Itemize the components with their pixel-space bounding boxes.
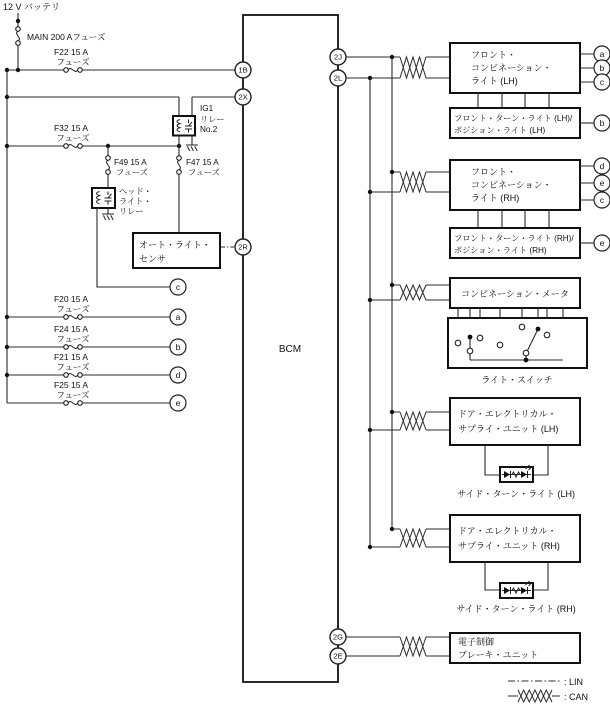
svg-text:c: c bbox=[599, 77, 605, 87]
fuse-f49-icon bbox=[106, 156, 111, 175]
legend-lin-label: : LIN bbox=[564, 677, 584, 687]
svg-text:No.2: No.2 bbox=[200, 125, 218, 134]
side-turn-light-lh-label: サイド・ターン・ライト (LH) bbox=[457, 489, 575, 499]
svg-text:2R: 2R bbox=[238, 242, 248, 252]
svg-text:フューズ: フューズ bbox=[56, 362, 90, 372]
door-electrical-supply-unit-lh bbox=[450, 398, 580, 475]
svg-text:サプライ・ユニット (RH): サプライ・ユニット (RH) bbox=[458, 541, 560, 551]
svg-text:2J: 2J bbox=[333, 52, 343, 62]
fuse-f32-icon bbox=[64, 144, 83, 149]
svg-text:フューズ: フューズ bbox=[56, 57, 90, 67]
svg-text:2L: 2L bbox=[333, 73, 343, 83]
battery-label: 12 V バッテリ bbox=[3, 2, 61, 12]
svg-text:d: d bbox=[175, 370, 181, 380]
svg-text:b: b bbox=[599, 63, 605, 73]
light-switch-label: ライト・スイッチ bbox=[481, 375, 553, 385]
svg-text:e: e bbox=[599, 178, 605, 188]
fuse-f21-label: F21 15 A bbox=[53, 352, 89, 362]
legend-can-twist-icon bbox=[518, 690, 552, 702]
main-fuse-label: MAIN 200 Aフューズ bbox=[27, 32, 106, 42]
svg-text:b: b bbox=[175, 342, 181, 352]
ref-circle-b-left bbox=[170, 339, 186, 355]
fuse-f47-icon bbox=[177, 156, 182, 175]
can-bus bbox=[346, 55, 450, 656]
svg-text:電子制御: 電子制御 bbox=[458, 637, 495, 647]
svg-text:フューズ: フューズ bbox=[56, 390, 90, 400]
combination-meter bbox=[450, 278, 580, 308]
svg-text:ブレーキ・ユニット: ブレーキ・ユニット bbox=[458, 650, 539, 660]
connector-2g bbox=[330, 629, 346, 645]
fuse-f24-label: F24 15 A bbox=[53, 324, 89, 334]
bcm-label: BCM bbox=[278, 344, 302, 355]
side-turn-light-lh bbox=[457, 465, 575, 499]
can-twist-icon bbox=[400, 285, 426, 300]
svg-text:2X: 2X bbox=[238, 92, 248, 102]
auto-light-sensor bbox=[133, 233, 235, 268]
fuse-f22-label: F22 15 A bbox=[53, 47, 89, 57]
svg-text:サプライ・ユニット (LH): サプライ・ユニット (LH) bbox=[458, 424, 559, 434]
svg-text:フロント・ターン・ライト (LH)/: フロント・ターン・ライト (LH)/ bbox=[454, 114, 573, 123]
bcm-module bbox=[235, 15, 346, 682]
power-supply-section bbox=[3, 2, 235, 411]
ig1-relay-label: IG1 bbox=[200, 104, 214, 113]
electronic-brake-unit bbox=[450, 633, 580, 663]
ref-circle-e-right bbox=[594, 175, 610, 191]
svg-text:コンビネーション・: コンビネーション・ bbox=[471, 180, 552, 190]
connector-2x bbox=[235, 89, 251, 105]
fuse-f20-label: F20 15 A bbox=[53, 294, 89, 304]
side-turn-light-rh bbox=[456, 581, 575, 614]
light-switch bbox=[448, 308, 587, 385]
svg-text:1B: 1B bbox=[238, 65, 248, 75]
ref-circle-c-right bbox=[594, 74, 610, 90]
legend-can-label: : CAN bbox=[564, 692, 589, 702]
fuse-f20-icon bbox=[64, 315, 83, 320]
fuse-f49-label: F49 15 A bbox=[114, 158, 147, 167]
front-combination-light-rh bbox=[450, 160, 594, 228]
connector-2r bbox=[235, 239, 251, 255]
ref-circle-c-left bbox=[170, 279, 186, 295]
can-twist-icon bbox=[400, 412, 426, 430]
svg-text:ドア・エレクトリカル・: ドア・エレクトリカル・ bbox=[458, 409, 557, 419]
main-fuse-icon bbox=[16, 27, 21, 46]
svg-text:コンビネーション・メータ: コンビネーション・メータ bbox=[461, 289, 569, 299]
front-turn-light-lh bbox=[450, 108, 594, 138]
auto-light-sensor-label: オート・ライト・ bbox=[139, 240, 211, 250]
can-twist-icon bbox=[400, 637, 426, 656]
svg-text:c: c bbox=[175, 282, 181, 292]
svg-text:c: c bbox=[599, 195, 605, 205]
svg-text:フューズ: フューズ bbox=[116, 168, 148, 177]
svg-text:e: e bbox=[599, 238, 605, 248]
svg-text:センサ: センサ bbox=[139, 254, 167, 264]
ref-circle-a-left bbox=[170, 309, 186, 325]
svg-text:ライト・: ライト・ bbox=[119, 197, 152, 206]
ref-circle-d-left bbox=[170, 367, 186, 383]
ig1-relay-ground-icon bbox=[186, 145, 198, 151]
fuse-f22-icon bbox=[64, 68, 83, 73]
side-turn-light-rh-label: サイド・ターン・ライト (RH) bbox=[456, 604, 576, 614]
svg-text:2E: 2E bbox=[333, 651, 343, 661]
svg-text:フロント・: フロント・ bbox=[471, 50, 517, 60]
svg-text:d: d bbox=[599, 161, 605, 171]
fuse-f47-label: F47 15 A bbox=[186, 158, 219, 167]
can-twist-icon bbox=[400, 172, 426, 192]
svg-text:フューズ: フューズ bbox=[56, 133, 90, 143]
ref-circle-c2-right bbox=[594, 192, 610, 208]
ref-circle-e-left bbox=[170, 395, 186, 411]
svg-text:ドア・エレクトリカル・: ドア・エレクトリカル・ bbox=[458, 526, 557, 536]
headlight-relay-label: ヘッド・ bbox=[119, 187, 152, 196]
can-twist-icon bbox=[400, 57, 426, 78]
svg-text:リレー: リレー bbox=[200, 115, 225, 124]
svg-text:ポジション・ライト (RH): ポジション・ライト (RH) bbox=[454, 246, 547, 255]
connector-2e bbox=[330, 648, 346, 664]
can-twist-icon bbox=[400, 529, 426, 547]
door-electrical-supply-unit-rh bbox=[450, 515, 580, 590]
ref-circle-e2-right bbox=[594, 235, 610, 251]
svg-text:2G: 2G bbox=[332, 632, 344, 642]
svg-text:フューズ: フューズ bbox=[56, 304, 90, 314]
front-combination-light-lh bbox=[450, 43, 594, 108]
svg-text:a: a bbox=[599, 49, 605, 59]
ref-circle-b2-right bbox=[594, 115, 610, 131]
fuse-f24-icon bbox=[64, 345, 83, 350]
svg-text:リレー: リレー bbox=[119, 207, 144, 216]
svg-text:ライト (LH): ライト (LH) bbox=[471, 76, 518, 86]
svg-text:フロント・: フロント・ bbox=[471, 167, 517, 177]
connector-2l bbox=[330, 70, 346, 86]
svg-text:a: a bbox=[175, 312, 181, 322]
svg-text:コンビネーション・: コンビネーション・ bbox=[471, 63, 552, 73]
ig1-relay bbox=[173, 104, 225, 151]
svg-text:e: e bbox=[175, 398, 181, 408]
fuse-f21-icon bbox=[64, 373, 83, 378]
ref-circle-d-right bbox=[594, 158, 610, 174]
svg-text:フューズ: フューズ bbox=[56, 334, 90, 344]
fuse-f25-label: F25 15 A bbox=[53, 380, 89, 390]
legend bbox=[508, 677, 588, 702]
fuse-f25-icon bbox=[64, 401, 83, 406]
svg-text:b: b bbox=[599, 118, 605, 128]
connector-2j bbox=[330, 49, 346, 65]
svg-text:ポジション・ライト (LH): ポジション・ライト (LH) bbox=[454, 126, 546, 135]
headlight-relay-ground-icon bbox=[102, 214, 114, 220]
svg-text:ライト (RH): ライト (RH) bbox=[471, 193, 520, 203]
fuse-f32-label: F32 15 A bbox=[53, 123, 89, 133]
connector-1b bbox=[235, 62, 251, 78]
front-turn-light-rh bbox=[450, 228, 594, 258]
svg-text:フューズ: フューズ bbox=[188, 168, 220, 177]
svg-text:フロント・ターン・ライト (RH)/: フロント・ターン・ライト (RH)/ bbox=[454, 234, 574, 243]
